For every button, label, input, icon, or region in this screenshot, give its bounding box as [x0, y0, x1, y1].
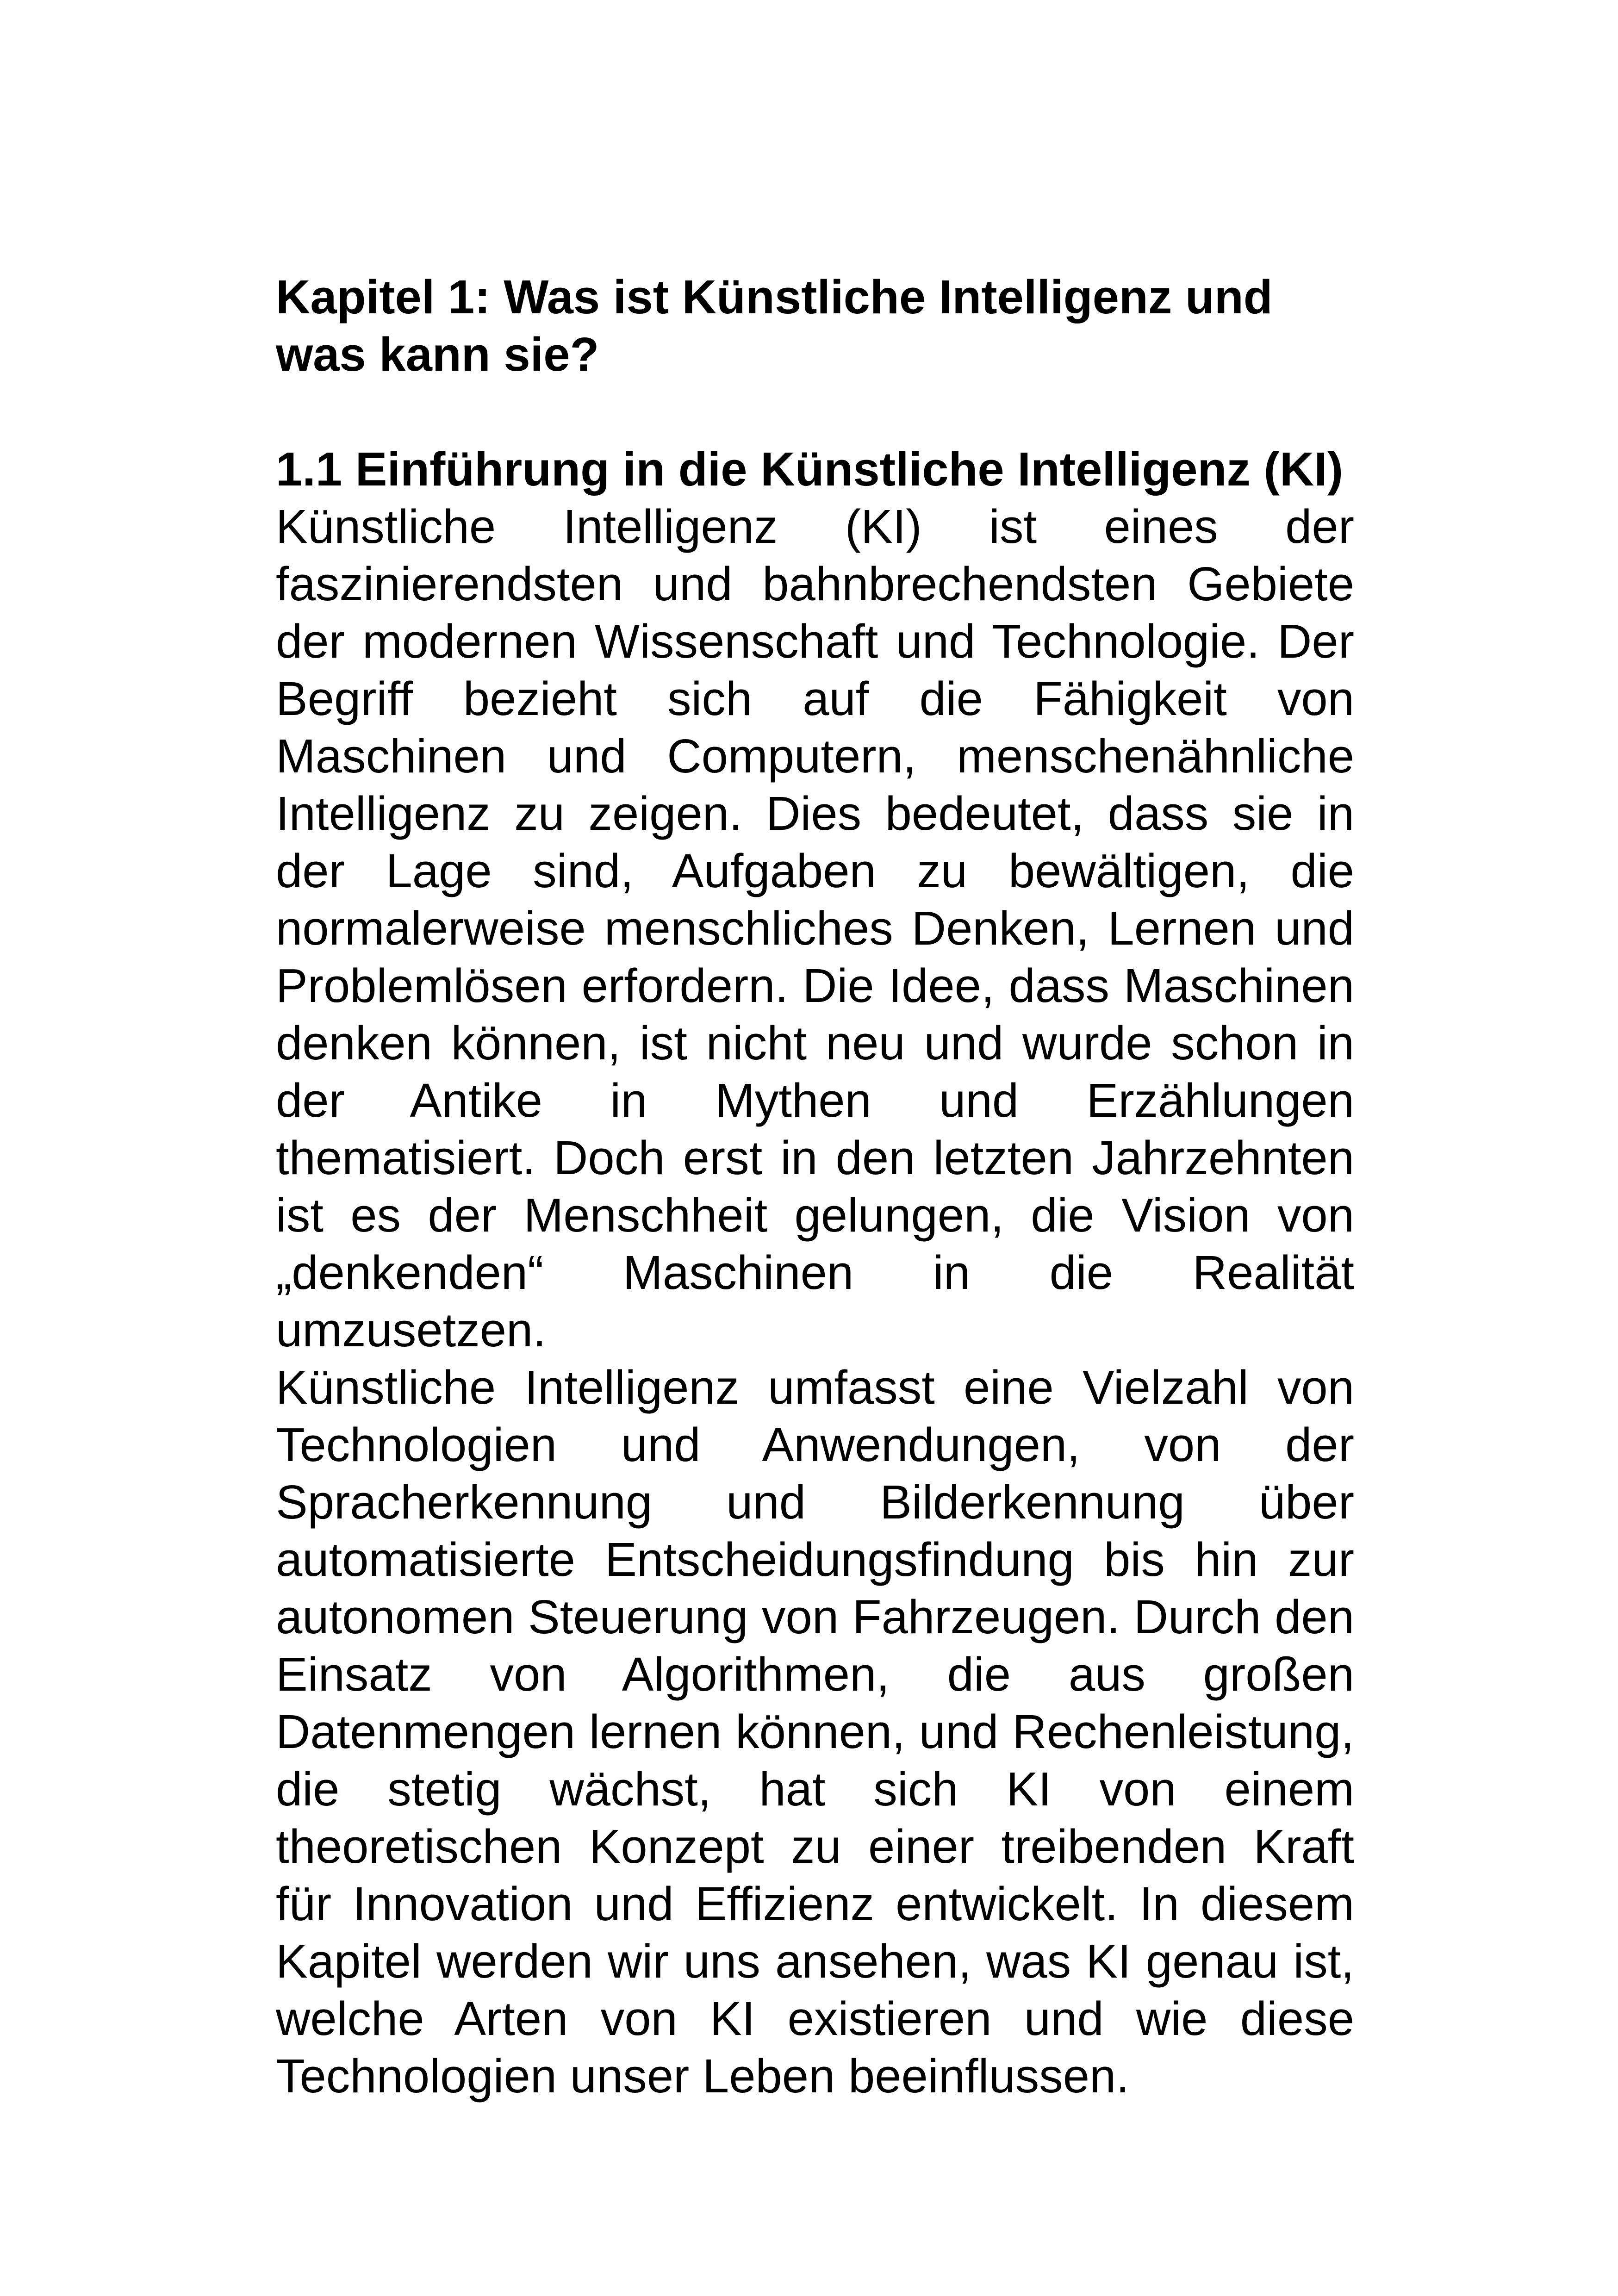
body-paragraph: Künstliche Intelligenz umfasst eine Vielzahl von Technologien und Anwendungen, von der Spracherkennung und Bilderkennung über automatisierte Entscheidungsfindung bis hin zur autonomen Steuerung von Fahrzeugen. Durch den Einsatz von Algorithmen, die aus großen Datenmengen lernen können, und Rechenleistung, die stetig wächst, hat sich KI von einem theoretischen Konzept zu einer treibenden Kraft für Innovation und Effizienz entwickelt. In diesem Kapitel werden wir uns ansehen, was KI genau ist, welche Arten von KI existieren und wie diese Technologien unser Leben beeinflussen. — [276, 1361, 1354, 2103]
chapter-title: Kapitel 1: Was ist Künstliche Intelligenz und was kann sie? — [276, 270, 1273, 381]
section-title: 1.1 Einführung in die Künstliche Intelligenz (KI) — [276, 442, 1344, 496]
body-paragraph: Künstliche Intelligenz (KI) ist eines der faszinierendsten und bahnbrechendsten Gebiete der modernen Wissenschaft und Technologie. Der Begriff bezieht sich auf die Fähigkeit von Maschinen und Computern, menschenähnliche Intelligenz zu zeigen. Dies bedeutet, dass sie in der Lage sind, Aufgaben zu bewältigen, die normalerweise menschliches Denken, Lernen und Problemlösen erfordern. Die Idee, dass Maschinen denken können, ist nicht neu und wurde schon in der Antike in Mythen und Erzählungen thematisiert. Doch erst in den letzten Jahrzehnten ist es der Menschheit gelungen, die Vision von „denkenden“ Maschinen in die Realität umzusetzen. — [276, 500, 1354, 1356]
page-content — [276, 268, 1354, 2105]
